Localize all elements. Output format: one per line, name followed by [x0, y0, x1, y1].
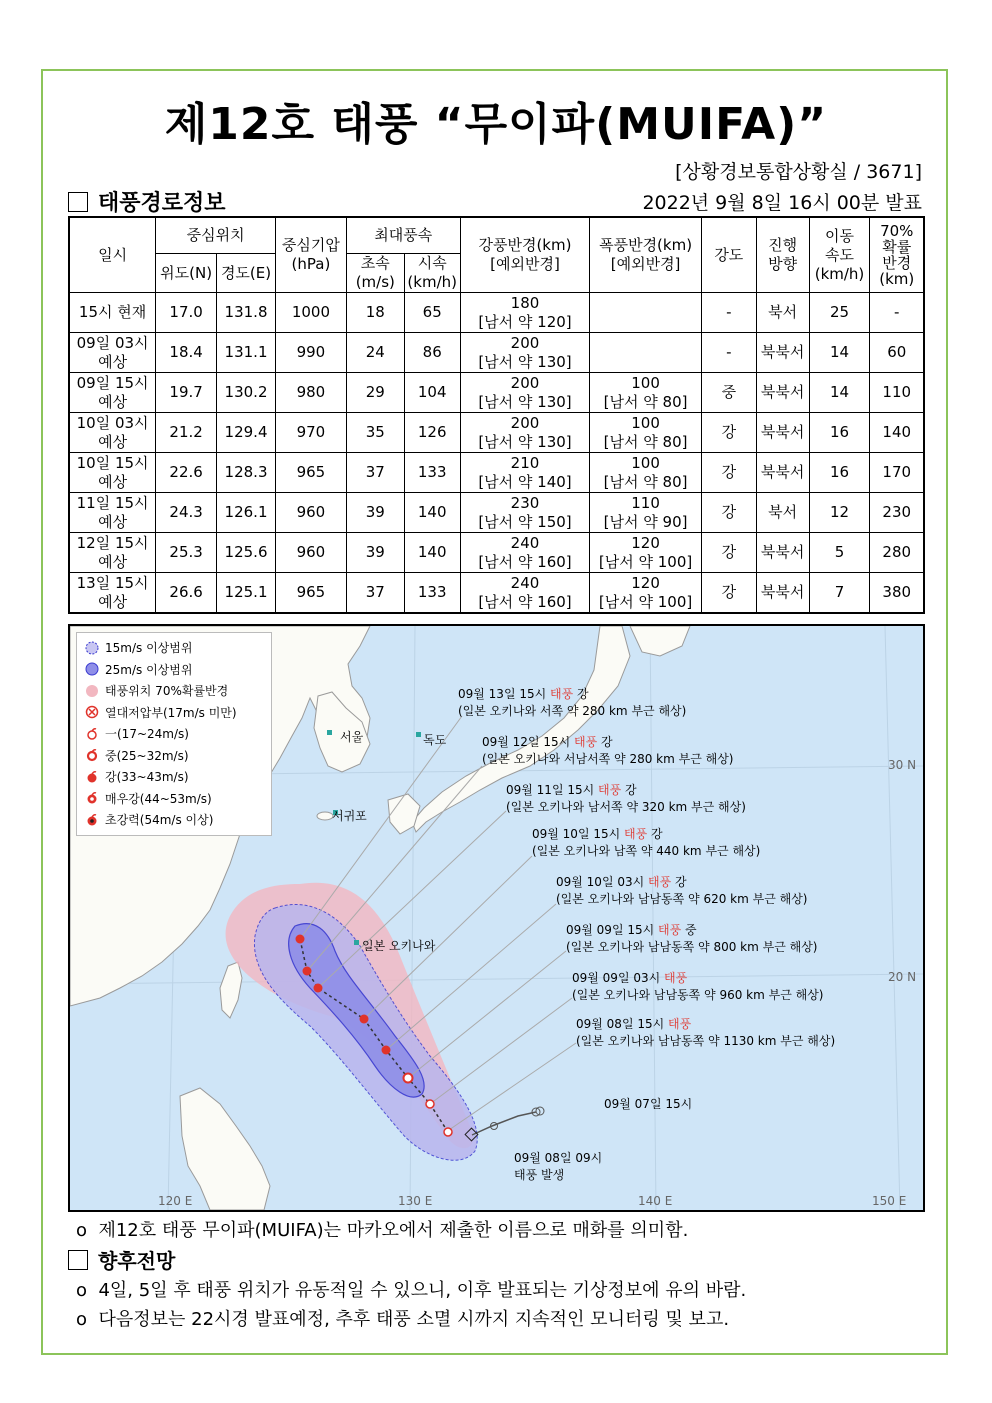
legend-label: 열대저압부(17m/s 미만) [105, 705, 237, 720]
typhoon-very-strong-icon [83, 791, 101, 805]
typhoon-weak-icon [83, 727, 101, 741]
cell-speed: 16 [809, 453, 870, 493]
publish-time: 2022년 9월 8일 16시 00분 발표 [642, 192, 922, 214]
track-point-label: 09월 10일 15시 태풍 강 (일본 오키나와 남쪽 약 440 km 부근 해상) [532, 827, 761, 858]
col-kmh: 시속 (km/h) [404, 254, 460, 293]
table-row [69, 333, 924, 373]
cell-lat: 18.4 [156, 333, 217, 373]
cell-storm-radius: 120 [남서 약 100] [590, 533, 702, 573]
cell-direction: 북북서 [756, 413, 809, 453]
cell-ms: 29 [346, 373, 404, 413]
legend-label: 매우강(44~53m/s) [105, 791, 212, 806]
cell-intensity: 강 [701, 493, 756, 533]
legend-label: 강(33~43m/s) [105, 770, 189, 785]
table-row [69, 293, 924, 333]
cell-pressure: 960 [275, 493, 346, 533]
cell-intensity: 강 [701, 573, 756, 614]
cell-kmh: 140 [404, 493, 460, 533]
cell-kmh: 86 [404, 333, 460, 373]
col-intensity: 강도 [701, 217, 756, 293]
cell-speed: 25 [809, 293, 870, 333]
page-title: 제12호 태풍 “무이파(MUIFA)” [164, 99, 828, 150]
track-point-label: 09월 12일 15시 태풍 강 (일본 오키나와 서남서쪽 약 280 km 부근 해상) [482, 735, 734, 766]
legend-label: 초강력(54m/s 이상) [105, 813, 214, 828]
cell-storm-radius: 100 [남서 약 80] [590, 453, 702, 493]
cell-lon: 126.1 [217, 493, 276, 533]
track-point-icon [296, 935, 305, 944]
typhoon-medium-icon [83, 748, 101, 762]
track-point-icon [444, 1128, 452, 1136]
cell-pressure: 990 [275, 333, 346, 373]
cell-pressure: 980 [275, 373, 346, 413]
track-point-label: 09월 11일 15시 태풍 강 (일본 오키나와 남서쪽 약 320 km 부근 해상) [506, 783, 746, 814]
outlook-item: o 4일, 5일 후 태풍 위치가 유동적일 수 있으니, 이후 발표되는 기상정보에 유의 바람. [76, 1280, 747, 1301]
cell-direction: 북북서 [756, 373, 809, 413]
cell-datetime: 09일 15시 예상 [69, 373, 156, 413]
cell-speed: 5 [809, 533, 870, 573]
cell-lat: 21.2 [156, 413, 217, 453]
city-marker-icon [354, 940, 359, 945]
place-seoul: 서울 [340, 730, 364, 744]
cell-strong-radius: 200 [남서 약 130] [460, 373, 590, 413]
col-speed: 이동 속도 (km/h) [809, 217, 870, 293]
legend-item [83, 766, 265, 788]
cell-strong-radius: 200 [남서 약 130] [460, 333, 590, 373]
col-storm-radius: 폭풍반경(km) [예외반경] [590, 217, 702, 293]
cell-direction: 북서 [756, 293, 809, 333]
pink-circle-icon [83, 684, 101, 698]
table-header-row [69, 217, 924, 254]
city-marker-icon [327, 730, 332, 735]
tropical-depression-icon [83, 705, 101, 719]
cell-probability: 110 [870, 373, 924, 413]
cell-ms: 18 [346, 293, 404, 333]
cell-intensity: 강 [701, 413, 756, 453]
cell-storm-radius: 100 [남서 약 80] [590, 413, 702, 453]
land-philippines [180, 1088, 270, 1210]
checkbox-square-icon [68, 192, 88, 212]
col-lon: 경도(E) [217, 254, 276, 293]
cell-direction: 북북서 [756, 533, 809, 573]
track-table [68, 216, 925, 614]
cell-pressure: 970 [275, 413, 346, 453]
typhoon-super-icon [83, 813, 101, 827]
cell-ms: 35 [346, 413, 404, 453]
past-label-0907: 09월 07일 15시 [604, 1097, 693, 1111]
cell-intensity: 강 [701, 453, 756, 493]
cell-kmh: 104 [404, 373, 460, 413]
cell-pressure: 965 [275, 573, 346, 614]
cell-strong-radius: 230 [남서 약 150] [460, 493, 590, 533]
track-point-icon [303, 967, 312, 976]
land-jeju [317, 812, 333, 820]
section-track-info [68, 186, 226, 217]
legend-item [83, 659, 265, 681]
cell-intensity: - [701, 333, 756, 373]
track-point-icon [382, 1046, 391, 1055]
cell-direction: 북북서 [756, 573, 809, 614]
legend-label: 一(17~24m/s) [105, 727, 189, 742]
cell-lon: 130.2 [217, 373, 276, 413]
cell-speed: 14 [809, 333, 870, 373]
place-okinawa: 일본 오키나와 [362, 939, 436, 953]
cell-lat: 22.6 [156, 453, 217, 493]
legend-item [83, 680, 265, 702]
cell-ms: 39 [346, 493, 404, 533]
cell-direction: 북서 [756, 493, 809, 533]
grid-lon120: 120 E [158, 1194, 193, 1208]
cell-pressure: 965 [275, 453, 346, 493]
checkbox-square-icon [68, 1250, 88, 1270]
past-label-0908: 09월 08일 09시 태풍 발생 [514, 1151, 603, 1182]
cell-lon: 128.3 [217, 453, 276, 493]
typhoon-track-map [68, 624, 925, 1212]
cell-storm-radius: 120 [남서 약 100] [590, 573, 702, 614]
cell-ms: 24 [346, 333, 404, 373]
table-row [69, 373, 924, 413]
cell-probability: 280 [870, 533, 924, 573]
name-note: o 제12호 태풍 무이파(MUIFA)는 마카오에서 제출한 이름으로 매화를 의미함. [76, 1220, 689, 1241]
section-outlook [68, 1245, 175, 1274]
col-datetime: 일시 [69, 217, 156, 293]
legend-item [83, 788, 265, 810]
grid-lon130: 130 E [398, 1194, 433, 1208]
col-pressure: 중심기압 (hPa) [275, 217, 346, 293]
cell-lon: 129.4 [217, 413, 276, 453]
cell-datetime: 15시 현재 [69, 293, 156, 333]
cell-kmh: 65 [404, 293, 460, 333]
cell-storm-radius: 100 [남서 약 80] [590, 373, 702, 413]
cell-strong-radius: 210 [남서 약 140] [460, 453, 590, 493]
cell-probability: 230 [870, 493, 924, 533]
track-point-label: 09월 13일 15시 태풍 강 (일본 오키나와 서쪽 약 280 km 부근 해상) [458, 687, 687, 718]
grid-lon150: 150 E [872, 1194, 907, 1208]
grid-lon140: 140 E [638, 1194, 673, 1208]
cell-lon: 131.1 [217, 333, 276, 373]
cell-speed: 14 [809, 373, 870, 413]
cell-ms: 39 [346, 533, 404, 573]
cell-storm-radius [590, 293, 702, 333]
legend-item [83, 637, 265, 659]
cell-lon: 125.1 [217, 573, 276, 614]
section-title: 태풍경로정보 [98, 191, 226, 216]
grid-lat20: 20 N [888, 970, 917, 984]
cell-direction: 북북서 [756, 333, 809, 373]
land-hokkaido [630, 626, 690, 656]
cell-intensity: 중 [701, 373, 756, 413]
track-point-icon [404, 1074, 413, 1083]
track-point-icon [314, 984, 323, 993]
cell-datetime: 13일 15시 예상 [69, 573, 156, 614]
cell-probability: 60 [870, 333, 924, 373]
cell-pressure: 960 [275, 533, 346, 573]
col-ms: 초속 (m/s) [346, 254, 404, 293]
cell-speed: 16 [809, 413, 870, 453]
cell-lat: 24.3 [156, 493, 217, 533]
col-probability: 70% 확률 반경 (km) [870, 217, 924, 293]
cell-kmh: 133 [404, 453, 460, 493]
cell-datetime: 10일 15시 예상 [69, 453, 156, 493]
grid-lat30: 30 N [888, 758, 917, 772]
cell-intensity: - [701, 293, 756, 333]
table-row [69, 573, 924, 614]
cell-probability: 140 [870, 413, 924, 453]
blue-circle-icon [83, 662, 101, 676]
typhoon-strong-icon [83, 770, 101, 784]
cell-lat: 19.7 [156, 373, 217, 413]
cell-strong-radius: 240 [남서 약 160] [460, 533, 590, 573]
land-taiwan [220, 962, 242, 1018]
cell-datetime: 12일 15시 예상 [69, 533, 156, 573]
legend-label: 중(25~32m/s) [105, 748, 189, 763]
cell-kmh: 133 [404, 573, 460, 614]
cell-kmh: 126 [404, 413, 460, 453]
cell-pressure: 1000 [275, 293, 346, 333]
cell-strong-radius: 180 [남서 약 120] [460, 293, 590, 333]
cell-kmh: 140 [404, 533, 460, 573]
legend-item [83, 702, 265, 724]
cell-strong-radius: 240 [남서 약 160] [460, 573, 590, 614]
track-point-label: 09월 09일 03시 태풍 (일본 오키나와 남남동쪽 약 960 km 부근 해상) [572, 971, 824, 1002]
table-row [69, 413, 924, 453]
cell-direction: 북북서 [756, 453, 809, 493]
cell-storm-radius [590, 333, 702, 373]
map-legend [76, 632, 272, 836]
outlook-item: o 다음정보는 22시경 발표예정, 추후 태풍 소멸 시까지 지속적인 모니터링 및 보고. [76, 1309, 730, 1330]
dotted-circle-icon [83, 641, 101, 655]
cell-datetime: 09일 03시 예상 [69, 333, 156, 373]
col-maxwind: 최대풍속 [346, 217, 460, 254]
section-title: 향후전망 [98, 1249, 176, 1273]
legend-label: 15m/s 이상범위 [105, 641, 193, 656]
cell-intensity: 강 [701, 533, 756, 573]
cell-probability: - [870, 293, 924, 333]
col-center: 중심위치 [156, 217, 276, 254]
cell-ms: 37 [346, 453, 404, 493]
city-marker-icon [416, 732, 421, 737]
issuer-info: [상황경보통합상황실 / 3671] [675, 161, 922, 183]
legend-label: 태풍위치 70%확률반경 [105, 684, 229, 699]
table-row [69, 493, 924, 533]
legend-label: 25m/s 이상범위 [105, 662, 193, 677]
cell-datetime: 11일 15시 예상 [69, 493, 156, 533]
cell-probability: 170 [870, 453, 924, 493]
cell-lon: 125.6 [217, 533, 276, 573]
col-strong-radius: 강풍반경(km) [예외반경] [460, 217, 590, 293]
cell-datetime: 10일 03시 예상 [69, 413, 156, 453]
col-direction: 진행 방향 [756, 217, 809, 293]
cell-speed: 12 [809, 493, 870, 533]
cell-storm-radius: 110 [남서 약 90] [590, 493, 702, 533]
cell-lat: 17.0 [156, 293, 217, 333]
track-point-label: 09월 08일 15시 태풍 (일본 오키나와 남남동쪽 약 1130 km 부근 해상) [576, 1017, 836, 1048]
cell-probability: 380 [870, 573, 924, 614]
cell-strong-radius: 200 [남서 약 130] [460, 413, 590, 453]
cell-speed: 7 [809, 573, 870, 614]
place-seogwipo: 서귀포 [332, 809, 367, 823]
legend-item [83, 745, 265, 767]
cell-lat: 25.3 [156, 533, 217, 573]
place-dokdo: 독도 [423, 733, 447, 747]
cell-lat: 26.6 [156, 573, 217, 614]
track-point-label: 09월 09일 15시 태풍 중 (일본 오키나와 남남동쪽 약 800 km 부근 해상) [566, 923, 818, 954]
track-point-label: 09월 10일 03시 태풍 강 (일본 오키나와 남남동쪽 약 620 km 부근 해상) [556, 875, 808, 906]
cell-ms: 37 [346, 573, 404, 614]
past-track [465, 1107, 544, 1141]
table-row [69, 453, 924, 493]
track-point-icon [426, 1100, 434, 1108]
track-point-icon [360, 1015, 369, 1024]
legend-item [83, 809, 265, 831]
cell-lon: 131.8 [217, 293, 276, 333]
table-row [69, 533, 924, 573]
col-lat: 위도(N) [156, 254, 217, 293]
legend-item [83, 723, 265, 745]
